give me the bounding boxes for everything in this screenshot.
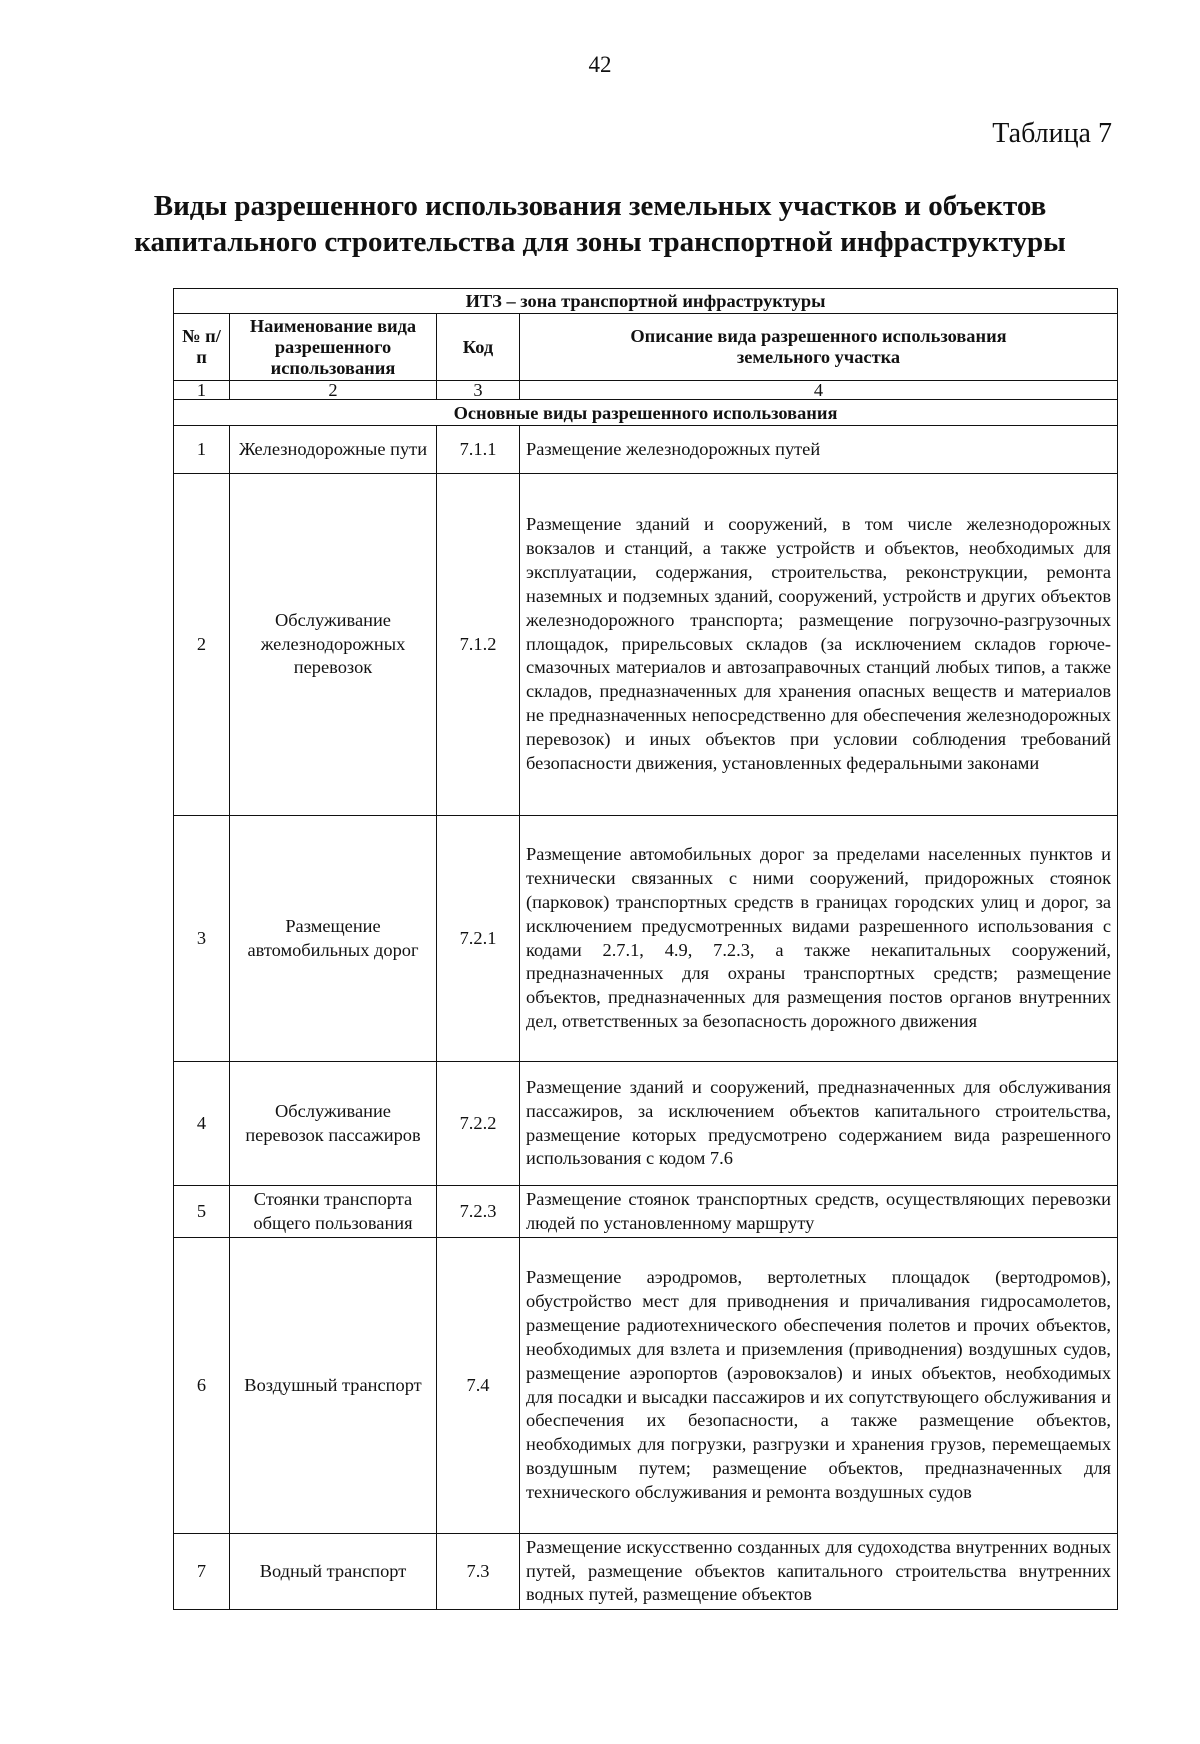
use-description: Размещение аэродромов, вертолетных площадок (вертодромов), обустройство мест для приводнения и причаливания гидросамолетов, размещение радиотехнического обеспечения полетов и прочих объектов, необходимых для взлета и приземления (приводнения) воздушных судов, размещение аэропортов (аэровокзалов) и иных объектов, необходимых для посадки и высадки пассажиров и их сопутствующего обслуживания и обеспечения их безопасности, а также размещение объектов, необходимых для погрузки, разгрузки и хранения грузов, перемещаемых воздушным путем; размещение объектов, предназначенных для технического обслуживания и ремонта воздушных судов: [520, 1238, 1118, 1534]
table-row: [174, 426, 1118, 474]
column-header-name: Наименование вида разрешенного использования: [230, 314, 437, 381]
use-name: Стоянки транспорта общего пользования: [230, 1186, 437, 1238]
column-number: 1: [174, 381, 230, 400]
use-description: Размещение искусственно созданных для судоходства внутренних водных путей, размещение объектов капитального строительства внутренних водных путей, размещение объектов: [520, 1534, 1118, 1610]
table-row: [174, 474, 1118, 816]
land-use-table: [173, 288, 1118, 1610]
use-code: 7.2.3: [437, 1186, 520, 1238]
table-row: [174, 1186, 1118, 1238]
use-name: Обслуживание железнодорожных перевозок: [230, 474, 437, 816]
column-number: 4: [520, 381, 1118, 400]
use-code: 7.4: [437, 1238, 520, 1534]
title-line: капитального строительства для зоны транспортной инфраструктуры: [134, 226, 1066, 258]
use-name: Обслуживание перевозок пассажиров: [230, 1062, 437, 1186]
column-number: 2: [230, 381, 437, 400]
use-description: Размещение автомобильных дорог за пределами населенных пунктов и технически связанных с ними сооружений, придорожных стоянок (парковок) транспортных средств в границах городских улиц и дорог, за исключением предусмотренных видами разрешенного использования с кодами 2.7.1, 4.9, 7.2.3, а также некапитальных сооружений, предназначенных для охраны транспортных средств; размещение объектов, предназначенных для размещения постов органов внутренних дел, ответственных за безопасность дорожного движения: [520, 816, 1118, 1062]
row-number: 6: [174, 1238, 230, 1534]
use-code: 7.2.1: [437, 816, 520, 1062]
use-code: 7.3: [437, 1534, 520, 1610]
table-label: Таблица 7: [992, 118, 1112, 149]
row-number: 1: [174, 426, 230, 474]
row-number: 3: [174, 816, 230, 1062]
column-header-num: № п/п: [174, 314, 230, 381]
column-number: 3: [437, 381, 520, 400]
column-header-description: Описание вида разрешенного использования земельного участка: [520, 314, 1118, 381]
title-line: Виды разрешенного использования земельных участков и объектов: [153, 190, 1047, 222]
use-name: Воздушный транспорт: [230, 1238, 437, 1534]
row-number: 2: [174, 474, 230, 816]
zone-header: ИТЗ – зона транспортной инфраструктуры: [174, 289, 1118, 314]
use-description: Размещение зданий и сооружений, предназначенных для обслуживания пассажиров, за исключением объектов капитального строительства, размещение которых предусмотрено содержанием вида разрешенного использования с кодом 7.6: [520, 1062, 1118, 1186]
use-name: Размещение автомобильных дорог: [230, 816, 437, 1062]
use-description: Размещение зданий и сооружений, в том числе железнодорожных вокзалов и станций, а также устройств и объектов, необходимых для эксплуатации, содержания, строительства, реконструкции, ремонта наземных и подземных зданий, сооружений, устройств и других объектов железнодорожного транспорта; размещение погрузочно-разгрузочных площадок, прирельсовых складов (за исключением складов горюче-смазочных материалов и автозаправочных станций любых типов, а также складов, предназначенных для хранения опасных веществ и материалов не предназначенных непосредственно для обеспечения железнодорожных перевозок) и иных объектов при условии соблюдения требований безопасности движения, установленных федеральными законами: [520, 474, 1118, 816]
use-name: Водный транспорт: [230, 1534, 437, 1610]
use-code: 7.1.2: [437, 474, 520, 816]
table-row: [174, 1534, 1118, 1610]
use-code: 7.1.1: [437, 426, 520, 474]
row-number: 5: [174, 1186, 230, 1238]
table-row: [174, 816, 1118, 1062]
use-name: Железнодорожные пути: [230, 426, 437, 474]
use-description: Размещение железнодорожных путей: [520, 426, 1118, 474]
table-row: [174, 1238, 1118, 1534]
row-number: 7: [174, 1534, 230, 1610]
column-header-code: Код: [437, 314, 520, 381]
page-number: 42: [588, 52, 612, 77]
document-title: [100, 188, 1100, 260]
row-number: 4: [174, 1062, 230, 1186]
use-description: Размещение стоянок транспортных средств, осуществляющих перевозки людей по установленному маршруту: [520, 1186, 1118, 1238]
table-row: [174, 1062, 1118, 1186]
use-code: 7.2.2: [437, 1062, 520, 1186]
section-title: Основные виды разрешенного использования: [174, 400, 1118, 426]
